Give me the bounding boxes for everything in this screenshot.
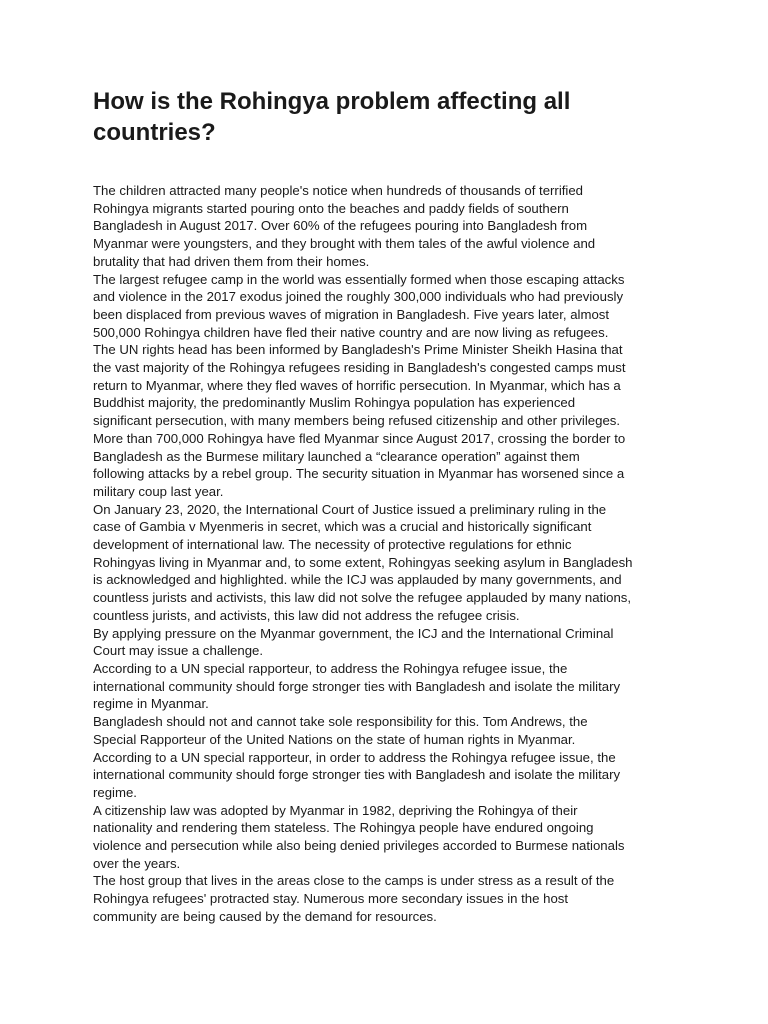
body-line: The UN rights head has been informed by Bangladesh's Prime Minister Sheikh Hasina that (93, 342, 623, 358)
body-line: Buddhist majority, the predominantly Muslim Rohingya population has experienced (93, 395, 576, 411)
body-line: Rohingyas living in Myanmar and, to some extent, Rohingyas seeking asylum in Bangladesh (93, 554, 633, 570)
body-line: nationality and rendering them stateless. The Rohingya people have endured ongoing (93, 820, 594, 836)
body-line: case of Gambia v Myenmeris in secret, which was a crucial and historically significant (93, 519, 592, 535)
body-line: A citizenship law was adopted by Myanmar in 1982, depriving the Rohingya of their (93, 802, 578, 818)
body-line: Rohingya refugees' protracted stay. Numerous more secondary issues in the host (93, 891, 569, 907)
document-title (93, 86, 693, 148)
body-line: Bangladesh as the Burmese military launched a “clearance operation” against them (93, 448, 580, 464)
body-line: regime in Myanmar. (93, 696, 209, 712)
body-line: following attacks by a rebel group. The security situation in Myanmar has worsened since a (93, 466, 625, 482)
body-line: been displaced from previous waves of migration in Bangladesh. Five years later, almost (93, 306, 610, 322)
body-line: development of international law. The necessity of protective regulations for ethnic (93, 537, 572, 553)
title-line: How is the Rohingya problem affecting all (93, 88, 571, 115)
body-line: regime. (93, 784, 137, 800)
body-line: military coup last year. (93, 483, 224, 499)
body-line: significant persecution, with many members being refused citizenship and other privileges. (93, 413, 621, 429)
body-line: According to a UN special rapporteur, to address the Rohingya refugee issue, the (93, 660, 568, 676)
body-line: The children attracted many people's notice when hundreds of thousands of terrified (93, 183, 584, 198)
body-line: Bangladesh in August 2017. Over 60% of the refugees pouring into Bangladesh from (93, 218, 588, 234)
body-line: The largest refugee camp in the world was essentially formed when those escaping attacks (93, 271, 625, 287)
body-line: 500,000 Rohingya children have fled their native country and are now living as refugees. (93, 324, 609, 340)
body-line: international community should forge stronger ties with Bangladesh and isolate the military (93, 678, 621, 694)
body-line: brutality that had driven them from their homes. (93, 253, 370, 269)
body-line: the vast majority of the Rohingya refugees residing in Bangladesh's congested camps must (93, 360, 626, 376)
body-line: The host group that lives in the areas close to the camps is under stress as a result of the (93, 873, 615, 889)
body-line: Myanmar were youngsters, and they brought with them tales of the awful violence and (93, 236, 596, 252)
title-line: countries? (93, 119, 216, 146)
body-line: countless jurists, and activists, this law did not address the refugee crisis. (93, 607, 520, 623)
body-line: By applying pressure on the Myanmar government, the ICJ and the International Criminal (93, 625, 614, 641)
body-line: international community should forge stronger ties with Bangladesh and isolate the military (93, 767, 621, 783)
body-line: countless jurists and activists, this law did not solve the refugee applauded by many nations, (93, 590, 632, 606)
body-line: community are being caused by the demand for resources. (93, 908, 437, 924)
body-line: is acknowledged and highlighted. while the ICJ was applauded by many governments, and (93, 572, 622, 588)
body-line: and violence in the 2017 exodus joined the roughly 300,000 individuals who had previously (93, 289, 624, 305)
body-line: Bangladesh should not and cannot take sole responsibility for this. Tom Andrews, the (93, 714, 588, 730)
body-line: return to Myanmar, where they fled waves of horrific persecution. In Myanmar, which has a (93, 377, 621, 393)
document-body (93, 182, 683, 926)
body-line: Court may issue a challenge. (93, 643, 264, 659)
body-line: violence and persecution while also being denied privileges accorded to Burmese nationals (93, 838, 625, 854)
body-line: Rohingya migrants started pouring onto the beaches and paddy fields of southern (93, 200, 569, 216)
body-line: More than 700,000 Rohingya have fled Myanmar since August 2017, crossing the border to (93, 430, 626, 446)
body-line: Special Rapporteur of the United Nations on the state of human rights in Myanmar. (93, 731, 576, 747)
body-line: over the years. (93, 855, 181, 871)
body-line: On January 23, 2020, the International Court of Justice issued a preliminary ruling in the (93, 501, 607, 517)
body-line: According to a UN special rapporteur, in order to address the Rohingya refugee issue, the (93, 749, 616, 765)
